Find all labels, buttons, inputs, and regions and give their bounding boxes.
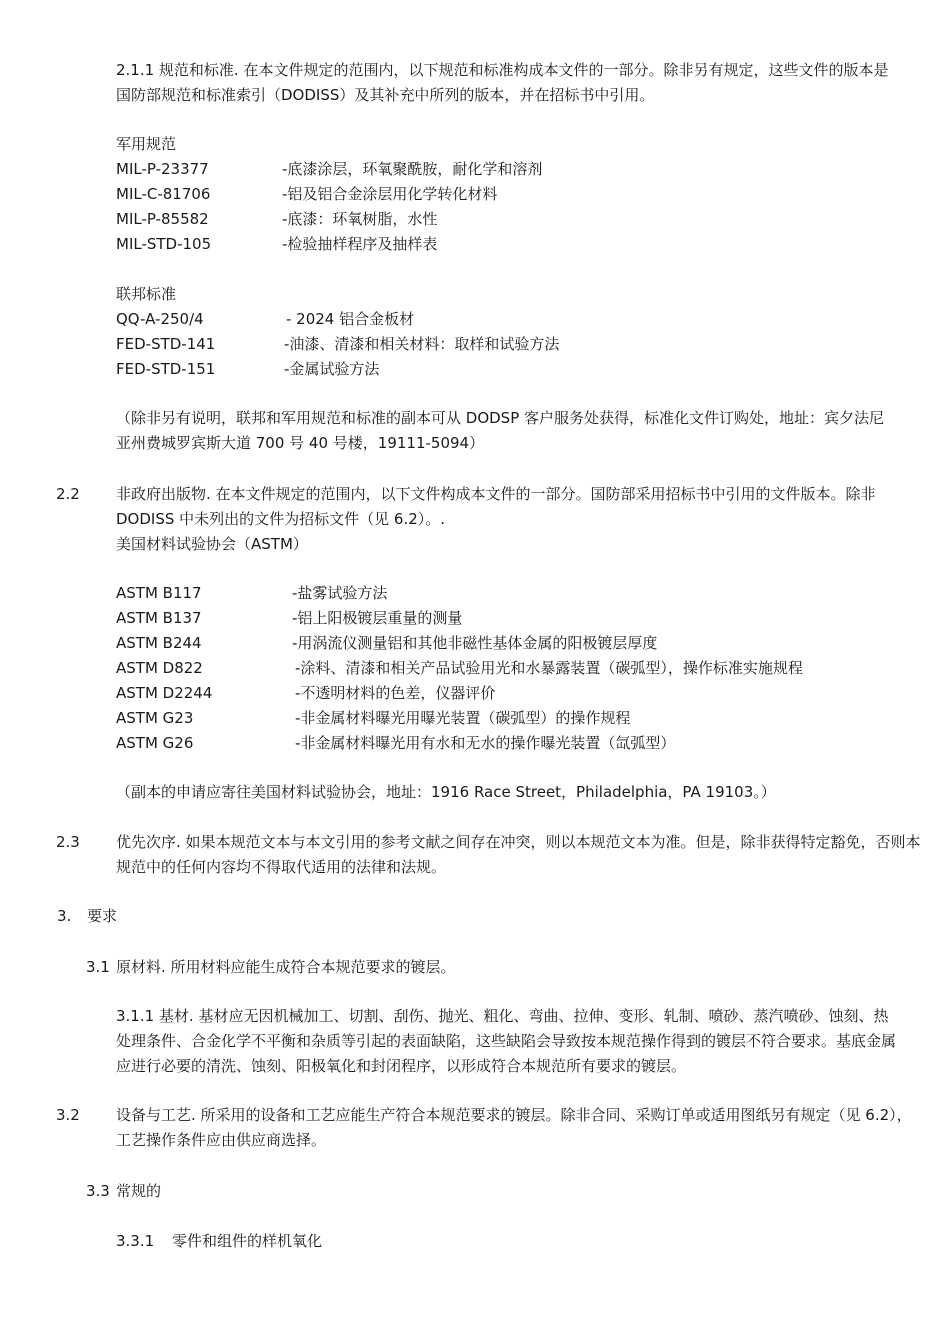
section-title: 常规的 [116, 1182, 162, 1200]
list-item [0, 731, 950, 756]
spec-code: ASTM D2244 [116, 684, 213, 702]
spec-desc: -涂料、清漆和相关产品试验用光和水暴露装置（碳弧型），操作标准实施规程 [295, 659, 803, 677]
section-number: 3.1 [86, 958, 110, 976]
section-number: 3. [57, 907, 72, 925]
section-3-2 [56, 1103, 926, 1153]
section-title: 要求 [87, 907, 118, 925]
section-2-1-1: 2.1.1 规范和标准. 在本文件规定的范围内，以下规范和标准构成本文件的一部分。除非另有规定，这些文件的版本是国防部规范和标准索引（DODISS）及其补充中所列的版本，并在招标书中引用。 [116, 61, 889, 104]
list-item [0, 207, 950, 232]
list-item [0, 332, 950, 357]
section-text: 优先次序. 如果本规范文本与本文引用的参考文献之间存在冲突，则以本规范文本为准。但是，除非获得特定豁免，否则本规范中的任何内容均不得取代适用的法律和法规。 [116, 833, 921, 876]
spec-code: ASTM G23 [116, 709, 194, 727]
spec-desc: -金属试验方法 [284, 360, 380, 378]
section-title: 零件和组件的样机氧化 [172, 1232, 323, 1250]
list-item [0, 157, 950, 182]
section-3-3 [86, 1179, 161, 1204]
section-number: 3.2 [56, 1106, 80, 1124]
spec-code: MIL-C-81706 [116, 185, 211, 203]
section-2-3 [56, 830, 926, 880]
astm-heading: 美国材料试验协会（ASTM） [116, 535, 308, 553]
section-3 [57, 904, 117, 929]
list-item [0, 681, 950, 706]
list-item [0, 656, 950, 681]
spec-code: ASTM B244 [116, 634, 202, 652]
dodsp-note: （除非另有说明，联邦和军用规范和标准的副本可从 DODSP 客户服务处获得，标准化文件订购处，地址：宾夕法尼亚州费城罗宾斯大道 700 号 40 号楼，19111-5094） [116, 409, 885, 452]
section-2-2 [56, 482, 926, 532]
section-3-1 [86, 955, 456, 980]
section-text: 原材料. 所用材料应能生成符合本规范要求的镀层。 [116, 958, 456, 976]
spec-desc: -底漆：环氧树脂，水性 [282, 210, 438, 228]
section-number: 3.3 [86, 1182, 110, 1200]
spec-desc: -非金属材料曝光用有水和无水的操作曝光装置（氙弧型） [295, 734, 676, 752]
spec-code: MIL-P-23377 [116, 160, 209, 178]
spec-desc: -油漆、清漆和相关材料：取样和试验方法 [284, 335, 560, 353]
section-number: 3.3.1 [116, 1232, 155, 1250]
spec-code: ASTM D822 [116, 659, 203, 677]
spec-desc: -铝及铝合金涂层用化学转化材料 [282, 185, 498, 203]
list-item [0, 307, 950, 332]
spec-code: FED-STD-141 [116, 335, 216, 353]
spec-code: FED-STD-151 [116, 360, 216, 378]
spec-desc: - 2024 铝合金板材 [286, 310, 415, 328]
spec-code: QQ-A-250/4 [116, 310, 204, 328]
section-3-1-1: 3.1.1 基材. 基材应无因机械加工、切割、刮伤、抛光、粗化、弯曲、拉伸、变形、轧制、喷砂、蒸汽喷砂、蚀刻、热处理条件、合金化学不平衡和杂质等引起的表面缺陷，这些缺陷会导致按本规范操作得到的镀层不符合要求。基底金属应进行必要的清洗、蚀刻、阳极氧化和封闭程序，以形成符合本规范所有要求的镀层。 [116, 1007, 897, 1075]
section-text: 设备与工艺. 所采用的设备和工艺应能生产符合本规范要求的镀层。除非合同、采购订单或适用图纸另有规定（见 6.2），工艺操作条件应由供应商选择。 [116, 1106, 912, 1149]
spec-desc: -不透明材料的色差，仪器评价 [295, 684, 496, 702]
spec-desc: -底漆涂层，环氧聚酰胺，耐化学和溶剂 [282, 160, 543, 178]
spec-desc: -用涡流仪测量铝和其他非磁性基体金属的阳极镀层厚度 [292, 634, 658, 652]
spec-desc: -铝上阳极镀层重量的测量 [292, 609, 463, 627]
list-item [0, 581, 950, 606]
list-item [0, 606, 950, 631]
federal-standards-heading: 联邦标准 [116, 285, 177, 303]
list-item [0, 631, 950, 656]
astm-note: （副本的申请应寄往美国材料试验协会，地址：1916 Race Street，Philadelphia，PA 19103。） [116, 783, 776, 801]
spec-code: ASTM B137 [116, 609, 202, 627]
spec-code: ASTM G26 [116, 734, 194, 752]
spec-desc: -非金属材料曝光用曝光装置（碳弧型）的操作规程 [295, 709, 631, 727]
section-3-3-1 [116, 1229, 322, 1254]
section-text: 非政府出版物. 在本文件规定的范围内，以下文件构成本文件的一部分。国防部采用招标书中引用的文件版本。除非 DODISS 中未列出的文件为招标文件（见 6.2）。. [116, 485, 876, 528]
section-number: 2.2 [56, 485, 80, 503]
spec-code: ASTM B117 [116, 584, 202, 602]
list-item [0, 706, 950, 731]
spec-desc: -盐雾试验方法 [292, 584, 388, 602]
list-item [0, 357, 950, 382]
spec-code: MIL-P-85582 [116, 210, 209, 228]
military-specs-heading: 军用规范 [116, 135, 177, 153]
list-item [0, 182, 950, 207]
section-number: 2.3 [56, 833, 80, 851]
spec-code: MIL-STD-105 [116, 235, 212, 253]
list-item [0, 232, 950, 257]
spec-desc: -检验抽样程序及抽样表 [282, 235, 438, 253]
